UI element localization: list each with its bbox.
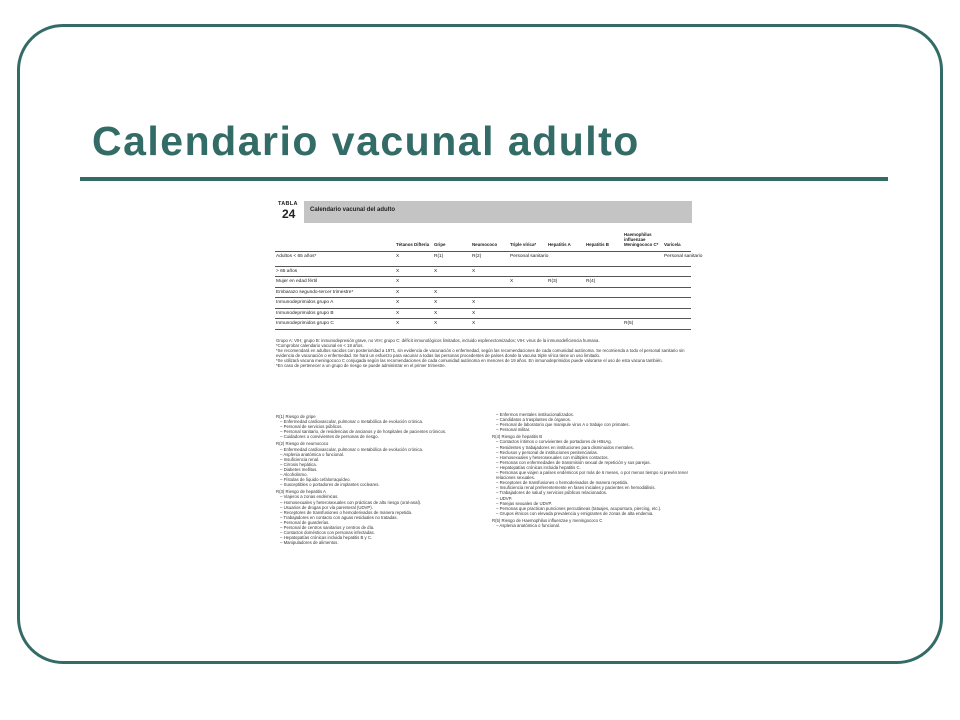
table-cell — [623, 251, 663, 266]
table-cell — [585, 287, 623, 298]
risk-item: – Enfermedad cardiovascular, pulmonar o metabólica de evolución crónica. — [280, 446, 424, 452]
table-cell — [623, 298, 663, 309]
table-cell — [547, 287, 585, 298]
risk-section-title: R(1) Riesgo de gripe — [276, 414, 316, 419]
table-row — [275, 287, 691, 298]
table-cell: X — [395, 251, 433, 266]
table-cell: R(2) — [471, 251, 509, 266]
risk-item: – Insuficiencia renal. — [280, 456, 320, 462]
table-cell — [585, 298, 623, 309]
risk-item: – Asplenia anatómica o funcional. — [496, 522, 561, 528]
table-footnotes — [276, 338, 688, 369]
risk-item: – Personas que viajen a países endémicos por más de 6 meses, o por menos tiempo si prevén tener relaciones sexuales. — [496, 470, 689, 481]
vaccine-schedule-table — [275, 224, 703, 330]
table-header-row — [275, 224, 691, 251]
column-header: Gripe — [433, 224, 471, 251]
risk-item: – Homosexuales y heterosexuales con prácticas de alto riesgo (oral-anal). — [280, 499, 422, 505]
table-cell — [663, 319, 691, 330]
risk-item: – Enfermos mentales institucionalizados. — [496, 412, 574, 417]
table-cell — [471, 287, 509, 298]
risk-item: – Receptores de transfusiones o hemoderivados de manera repetida. — [280, 509, 413, 515]
risk-item: – Hepatopatías crónicas incluida hepatitis C. — [496, 464, 581, 470]
footnote: Grupo A: VIH; grupo B: inmunodepresión grave, no VIH; grupo C: déficit inmunológicos limitados, incluido esplenectomizados; VIH: virus de la inmunodeficiencia humana. — [276, 338, 600, 343]
column-header: Triple vírica* — [509, 224, 547, 251]
table-cell — [547, 298, 585, 309]
column-header: Varicela — [663, 224, 691, 251]
risk-section-title: R(4) Riesgo de hepatitis B — [492, 434, 543, 440]
column-header: Hepatitis B — [585, 224, 623, 251]
column-header: Tétanos Difteria — [395, 224, 433, 251]
risk-item: – Personas que practican punciones percutáneas (tatuajes, acupuntura, piercing, etc.). — [496, 505, 662, 511]
risk-item: – Cirrosis hepática. — [280, 461, 317, 467]
risk-item: – Trabajadores de salud y servicios públicos relacionados. — [496, 490, 608, 496]
table-cell — [547, 319, 585, 330]
table-cell — [471, 277, 509, 288]
risk-item: – Hepatopatías crónicas incluida hepatitis B y C. — [280, 535, 373, 541]
risk-item: – Personal militar. — [496, 427, 531, 433]
table-header — [274, 201, 692, 223]
table-cell: R(1) — [433, 251, 471, 266]
table-cell: X — [395, 298, 433, 309]
row-label-cell: Inmunodeprimidos grupo A — [275, 298, 395, 309]
table-cell: X — [433, 287, 471, 298]
risk-item: – Candidatos a trasplantes de órganos. — [496, 417, 572, 423]
table-cell — [509, 308, 547, 319]
table-cell — [623, 277, 663, 288]
table-cell — [585, 308, 623, 319]
table-cell: X — [395, 266, 433, 277]
risk-item: – Fístulas de líquido cefalorraquídeo. — [280, 477, 351, 483]
table-title-bar — [304, 201, 692, 223]
table-cell: X — [471, 308, 509, 319]
risk-item: – Manipuladores de alimentos. — [280, 540, 339, 546]
risk-item: – Receptores de transfusiones o hemoderivados de manera repetida. — [496, 480, 629, 486]
table-cell — [663, 277, 691, 288]
risk-section-title: R(5) Riesgo de Haemophilus influenzae y meningococo C — [492, 517, 603, 523]
footnote: *En caso de pertenecer a un grupo de riesgo se puede administrar en el primer trimestre. — [276, 363, 446, 369]
row-label-cell: Adultos < 65 años* — [275, 251, 395, 266]
footnote: *Se utilizará vacuna meningococo C conjugada según las recomendaciones de cada comunidad autónoma en menores de 19 años. En inmunodeprimidos puede valorarse el uso de esta vacuna también. — [276, 358, 663, 364]
footnote: *Se recomendará en adultos nacidos con posterioridad a 1971, sin evidencia de vacunación o enfermedad, según las recomendaciones de cada comunidad autónoma. Se recomienda a todo el personal sanitario sin evidencia de vacunación o enfermedad. Se hará un esfuerzo para vacunar a todas las personas procedentes de países donde la vacuna triple vírica tiene un uso limitado. — [276, 348, 685, 359]
risk-item: – Asplenia anatómica o funcional. — [280, 451, 345, 457]
risk-item: – Contactos domésticos con personas infectadas. — [280, 530, 375, 536]
risk-item: – Enfermedad cardiovascular, pulmonar o metabólica de evolución crónica. — [280, 419, 424, 425]
table-cell: X — [395, 319, 433, 330]
table-cell — [663, 308, 691, 319]
table-cell: X — [395, 277, 433, 288]
row-label-cell: Embarazo segundo-tercer trimestre* — [275, 287, 395, 298]
table-row — [275, 308, 691, 319]
table-cell — [623, 308, 663, 319]
row-label-cell: Mujer en edad fértil — [275, 277, 395, 288]
risk-item: – Personal de centros sanitarios y centros de día. — [280, 524, 375, 530]
table-cell — [623, 287, 663, 298]
risk-item: – Reclusos y personal de instituciones penitenciarias. — [496, 449, 598, 455]
table-cell: X — [471, 298, 509, 309]
table-row — [275, 277, 691, 288]
row-label-cell: Inmunodeprimidos grupo C — [275, 319, 395, 330]
risk-item: – Insuficiencia renal preferentemente en fases iniciales y pacientes en hemodiálisis. — [496, 485, 656, 491]
table-cell: X — [471, 319, 509, 330]
table-cell: X — [433, 298, 471, 309]
risk-item: – Viajeros a zonas endémicas. — [280, 494, 339, 500]
risk-item: – Personal de guarderías. — [280, 519, 330, 525]
table-cell — [623, 266, 663, 277]
table-cell — [585, 266, 623, 277]
table-cell — [509, 298, 547, 309]
slide-title: Calendario vacunal adulto — [92, 118, 640, 164]
risk-item: – Trabajadores en contacto con aguas residuales no tratadas. — [280, 514, 398, 520]
table-cell: Personal sanitario — [509, 251, 547, 266]
table-row — [275, 251, 691, 266]
table-badge — [276, 201, 302, 223]
table-cell: X — [395, 308, 433, 319]
title-rule — [80, 177, 888, 181]
table-number: 24 — [282, 207, 296, 221]
risk-groups-left-column — [276, 412, 481, 545]
risk-item: – Parejas sexuales de UDVP. — [496, 500, 553, 506]
risk-item: – Personas con enfermedades de transmisión sexual de repetición y sus parejas. — [496, 459, 651, 465]
risk-item: – Susceptibles o portadores de implantes cocleares. — [280, 482, 380, 488]
table-cell — [663, 287, 691, 298]
table-cell — [663, 266, 691, 277]
table-cell — [547, 251, 585, 266]
table-cell: X — [433, 308, 471, 319]
risk-item: – Personal sanitario, de residencias de ancianos y de hospitales de pacientes crónicos. — [280, 429, 447, 435]
risk-groups-right-column — [492, 412, 697, 528]
table-cell: R(4) — [585, 277, 623, 288]
table-cell — [663, 298, 691, 309]
table-cell — [509, 287, 547, 298]
risk-item: – Contactos íntimos o convivientes de portadores de HBsAg. — [496, 439, 612, 445]
column-header: Hepatitis A — [547, 224, 585, 251]
table-label: TABLA — [278, 201, 298, 207]
table-cell — [585, 251, 623, 266]
risk-item: – Residentes y trabajadores en instituciones para disminuidos mentales. — [496, 444, 634, 450]
risk-item: – UDVP. — [496, 495, 513, 501]
risk-item: – Cuidadores o convivientes de personas de riesgo. — [280, 434, 379, 440]
table-cell: R(5) — [623, 319, 663, 330]
table-cell: X — [395, 287, 433, 298]
table-cell — [433, 277, 471, 288]
risk-item: – Grupos étnicos con elevada prevalencia y emigrantes de zonas de alta endemia. — [496, 510, 654, 516]
table-cell: Personal sanitario — [663, 251, 691, 266]
footnote: *Comprobar calendario vacunal en < 18 años. — [276, 343, 364, 349]
table-cell: X — [433, 319, 471, 330]
table-row — [275, 266, 691, 277]
table-cell — [509, 266, 547, 277]
table-cell — [547, 266, 585, 277]
table-row — [275, 319, 691, 330]
risk-section-title: R(2) Riesgo de neumococo — [276, 441, 329, 447]
row-label-cell: Inmunodeprimidos grupo B — [275, 308, 395, 319]
table-cell: X — [471, 266, 509, 277]
risk-section-title: R(3) Riesgo de hepatitis A — [276, 489, 326, 495]
table-cell — [547, 308, 585, 319]
table-cell: R(3) — [547, 277, 585, 288]
risk-item: – Personal de servicios públicos. — [280, 424, 343, 430]
table-cell — [585, 319, 623, 330]
table-title: Calendario vacunal del adulto — [310, 207, 396, 213]
table-cell: X — [433, 266, 471, 277]
column-header: Neumococo — [471, 224, 509, 251]
table-cell: X — [509, 277, 547, 288]
risk-item: – Homosexuales y heterosexuales con múltiples contactos. — [496, 454, 609, 460]
vaccine-table-document — [274, 196, 703, 626]
risk-item: – Personal de laboratorio que manipule virus A o trabaje con primates. — [496, 422, 630, 428]
risk-item: – Alcoholismo. — [280, 472, 308, 478]
risk-item: – Diabetes mellitus. — [280, 466, 318, 472]
table-row — [275, 298, 691, 309]
risk-item: – Usuarios de drogas por vía parenteral (UDVP). — [280, 504, 373, 510]
table-cell — [509, 319, 547, 330]
column-header: Haemophilus influenzae Meningococo C* — [623, 224, 663, 251]
row-label-cell: > 65 años — [275, 266, 395, 277]
column-header-group — [275, 224, 395, 251]
